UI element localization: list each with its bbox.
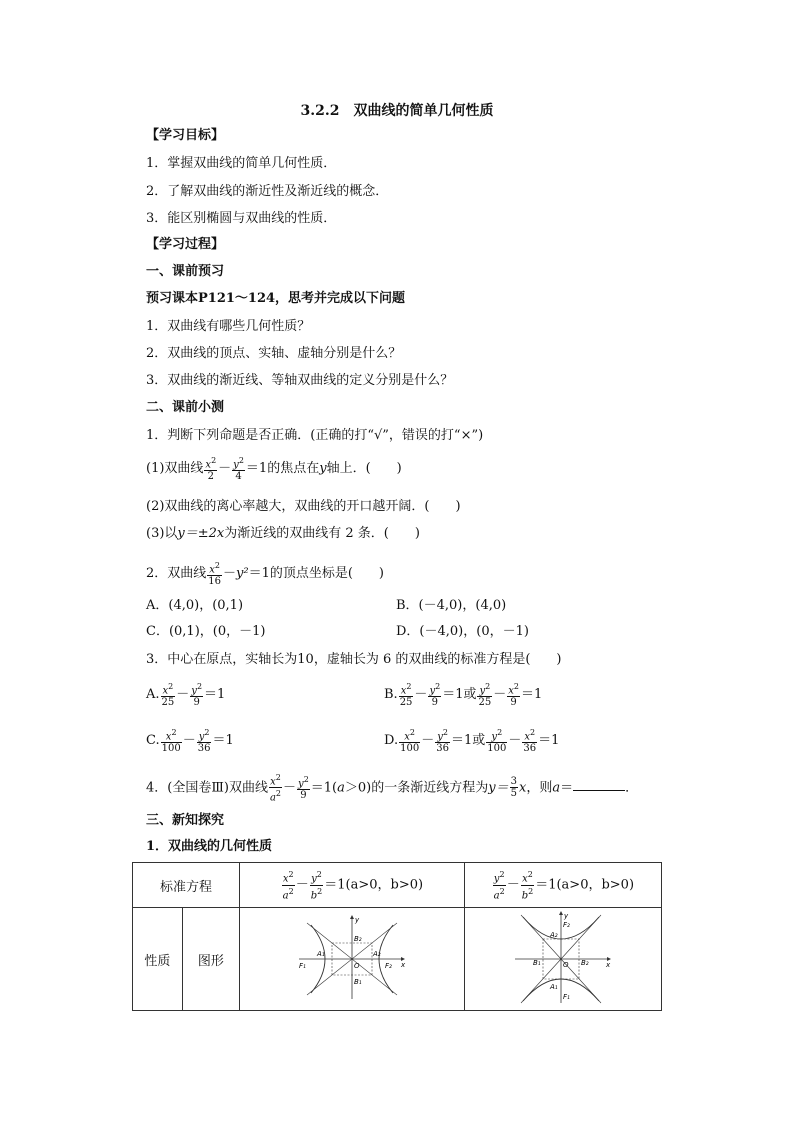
focus-f1-label: F₁ [298, 962, 306, 970]
preview-item: 1．双曲线有哪些几何性质？ [146, 319, 311, 334]
vertex-b2-label: B₂ [353, 935, 362, 943]
preview-item: 2．双曲线的顶点、实轴、虚轴分别是什么？ [146, 346, 402, 361]
vertex-a1-label: A₁ [316, 950, 325, 958]
quiz-heading: 二、课前小测 [146, 400, 225, 415]
focus-f1-label: F₁ [562, 993, 570, 1001]
goal-item: 3．能区别椭圆与双曲线的性质． [146, 211, 337, 226]
q1-part2: (2)双曲线的离心率越大，双曲线的开口越开阔．( ) [146, 499, 461, 514]
q2-option-c: C．(0,1)，(0，－1) [146, 624, 266, 639]
axis-y-label: y [563, 912, 568, 920]
hyperbola-y-figure [513, 909, 613, 1005]
page-title: 3.2.2 双曲线的简单几何性质 [300, 103, 494, 119]
preview-instruction: 预习课本P121～124，思考并完成以下问题 [146, 291, 406, 306]
explore-heading: 三、新知探究 [146, 813, 225, 828]
q1-stem: 1．判断下列命题是否正确．(正确的打“√”，错误的打“×”) [146, 428, 484, 443]
goal-item: 2．了解双曲线的渐近性及渐近线的概念． [146, 184, 389, 199]
graph-x-axis-hyperbola [240, 908, 465, 1011]
goal-item: 1．掌握双曲线的简单几何性质． [146, 156, 337, 171]
vertex-b2-label: B₂ [580, 959, 589, 967]
axis-y-label: y [354, 916, 360, 924]
process-heading: 【学习过程】 [146, 237, 225, 252]
hyperbola-properties-table [132, 862, 662, 1011]
header-standard-equation: 标准方程 [133, 863, 240, 908]
explore-subheading: 1．双曲线的几何性质 [146, 839, 273, 854]
axis-x-label: x [400, 961, 406, 969]
goals-heading: 【学习目标】 [146, 128, 225, 143]
vertex-a2-label: A₂ [549, 931, 558, 939]
q3-stem: 3．中心在原点，实轴长为10，虚轴长为 6 的双曲线的标准方程是( ) [146, 652, 562, 667]
row-label-graph: 图形 [182, 908, 239, 1011]
vertex-b1-label: B₁ [353, 978, 362, 986]
q2-stem: 2．双曲线 $\frac{x^2}{16}$ －y²＝1的顶点坐标是( ) [146, 561, 385, 588]
vertex-a2-label: A₂ [372, 950, 381, 958]
axis-x-label: x [605, 961, 610, 969]
q3-option-a: A. $\frac{x^2}{25}$ － $\frac{y^2}{9}$ ＝1 [146, 682, 226, 709]
vertex-b1-label: B₁ [532, 959, 541, 967]
q2-option-b: B．(－4,0)，(4,0) [396, 598, 507, 613]
preview-item: 3．双曲线的渐近线、等轴双曲线的定义分别是什么？ [146, 373, 454, 388]
q3-option-c: C. $\frac{x^2}{100}$ － $\frac{y^2}{36}$ ＝1 [146, 728, 234, 755]
origin-label: O [562, 961, 569, 969]
focus-f2-label: F₂ [562, 921, 570, 929]
q2-option-a: A．(4,0)，(0,1) [146, 598, 244, 613]
row-label-property: 性质 [133, 908, 183, 1011]
q1-part3: (3)以y＝±2x为渐近线的双曲线有 2 条．( ) [146, 526, 420, 541]
header-equation-x: $\frac{x^2}{a^2}$ － $\frac{y^2}{b^2}$ ＝1(a>0，b>0) [240, 863, 465, 908]
q3-option-b: B. $\frac{x^2}{25}$ － $\frac{y^2}{9}$ ＝1或 $\frac{y^2}{25}$ － $\frac{x^2}{9}$ ＝1 [384, 682, 543, 709]
q3-option-d: D. $\frac{x^2}{100}$ － $\frac{y^2}{36}$ ＝1或 $\frac{y^2}{100}$ － $\frac{x^2}{36}$ ＝1 [384, 728, 560, 755]
answer-blank[interactable] [573, 778, 625, 791]
hyperbola-x-figure [297, 913, 407, 1001]
q2-option-d: D．(－4,0)，(0，－1) [396, 624, 529, 639]
q1-part1: (1)双曲线 $\frac{x^2}{2}$ － $\frac{y^2}{4}$ ＝1的焦点在y轴上．( ) [146, 456, 402, 483]
vertex-a1-label: A₁ [549, 983, 558, 991]
focus-f2-label: F₂ [384, 962, 392, 970]
graph-y-axis-hyperbola [464, 908, 661, 1011]
q4-stem: 4．(全国卷Ⅲ)双曲线 $\frac{x^2}{a^2}$ － $\frac{y^2}{9}$ ＝1(a＞0)的一条渐近线方程为y＝ $\frac{3}{5}$ x，则a＝ ． [146, 773, 639, 804]
preview-heading: 一、课前预习 [146, 264, 225, 279]
header-equation-y: $\frac{y^2}{a^2}$ － $\frac{x^2}{b^2}$ ＝1(a>0，b>0) [464, 863, 661, 908]
origin-label: O [353, 962, 360, 970]
